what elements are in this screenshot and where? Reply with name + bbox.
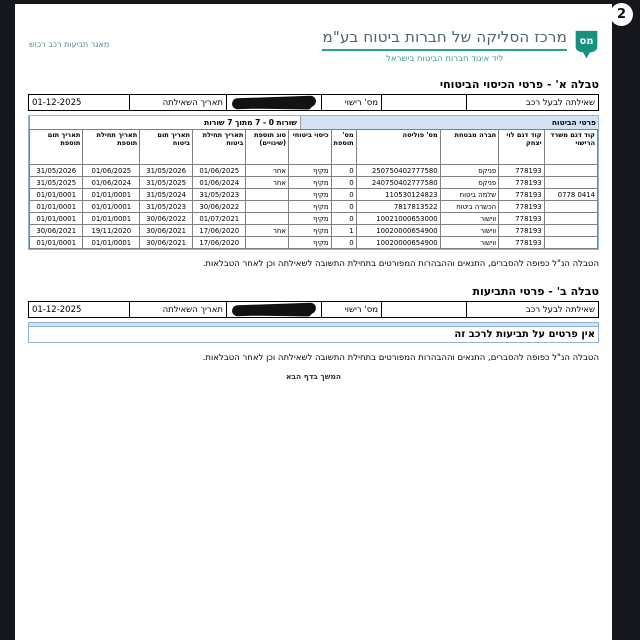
- table-cell: 01/06/2025: [83, 165, 140, 177]
- table-cell: 01/01/0001: [83, 189, 140, 201]
- column-header: תאריך תחילת ביטוח: [193, 130, 246, 165]
- table-cell: 19/11/2020: [83, 225, 140, 237]
- column-header: תאריך תום ביטוח: [140, 130, 193, 165]
- redaction-scribble: [232, 96, 316, 110]
- table-cell: פניקס: [440, 177, 499, 189]
- table-cell: 30/06/2021: [140, 237, 193, 249]
- table-a-query-row: [28, 94, 599, 111]
- table-cell: 31/05/2023: [140, 201, 193, 213]
- table-cell: 17/06/2020: [193, 225, 246, 237]
- table-cell: 30/06/2022: [140, 213, 193, 225]
- table-cell: [544, 201, 597, 213]
- column-header: קוד דגם משרד הרישוי: [544, 130, 597, 165]
- table-cell: 778193: [499, 189, 544, 201]
- table-cell: מקיף: [289, 189, 332, 201]
- query-date-label: תאריך השאילתה: [130, 301, 227, 318]
- query-date-value: 01-12-2025: [28, 94, 130, 111]
- table-cell: 778193: [499, 213, 544, 225]
- column-header: חברה מבטחת: [440, 130, 499, 165]
- maslaka-logo-icon: [574, 30, 599, 64]
- page-count-badge[interactable]: 2: [610, 3, 633, 26]
- table-cell: [544, 225, 597, 237]
- table-cell: 31/05/2025: [30, 177, 83, 189]
- column-header: תאריך תום תוספת: [30, 130, 83, 165]
- table-cell: ווישור: [440, 225, 499, 237]
- table-cell: ווישור: [440, 237, 499, 249]
- table-cell: 250750402777580: [356, 165, 440, 177]
- column-header: מס' תוספת: [331, 130, 356, 165]
- table-cell: 01/01/0001: [30, 213, 83, 225]
- table-cell: 0: [331, 213, 356, 225]
- column-header: קוד דגם לוי יצחק: [499, 130, 544, 165]
- table-row: [30, 237, 598, 249]
- table-cell: שלמה ביטוח: [440, 189, 499, 201]
- table-b-title: טבלה ב' - פרטי התביעות: [472, 285, 599, 298]
- insurance-details-band-label: פרטי הביטוח: [551, 118, 596, 127]
- table-cell: אחר: [246, 165, 289, 177]
- table-cell: 31/05/2023: [193, 189, 246, 201]
- table-cell: 10020000654900: [356, 225, 440, 237]
- table-cell: 01/06/2024: [83, 177, 140, 189]
- table-cell: [246, 201, 289, 213]
- table-cell: 240750402777580: [356, 177, 440, 189]
- org-subtitle: ליד איגוד חברות הביטוח בישראל: [386, 54, 504, 64]
- column-header: תאריך תחילת תוספת: [83, 130, 140, 165]
- table-cell: 1: [331, 225, 356, 237]
- database-name-label: מאגר תביעות רכב רכוש: [29, 40, 110, 49]
- table-cell: 01/06/2025: [193, 165, 246, 177]
- table-cell: 0778 0414: [544, 189, 597, 201]
- org-title: מרכז הסליקה של חברות ביטוח בע"מ: [322, 28, 567, 51]
- license-number-label: מס' רישוי: [322, 301, 382, 318]
- table-row: [30, 165, 598, 177]
- table-row: [30, 177, 598, 189]
- coverage-table: [29, 129, 598, 249]
- table-cell: 30/06/2021: [140, 225, 193, 237]
- table-cell: 110530124823: [356, 189, 440, 201]
- table-cell: 778193: [499, 177, 544, 189]
- table-cell: 01/01/0001: [30, 189, 83, 201]
- table-cell: מקיף: [289, 213, 332, 225]
- license-number-label: מס' רישוי: [322, 94, 382, 111]
- table-cell: ווישור: [440, 213, 499, 225]
- coverage-header-row: [30, 130, 598, 165]
- license-number-cell: [227, 301, 322, 318]
- table-cell: 30/06/2021: [30, 225, 83, 237]
- table-cell: 778193: [499, 201, 544, 213]
- table-cell: 01/01/0001: [83, 237, 140, 249]
- table-cell: 31/05/2025: [140, 177, 193, 189]
- table-cell: 31/05/2024: [140, 189, 193, 201]
- table-cell: פניקס: [440, 165, 499, 177]
- table-a-note: הטבלה הנ"ל כפופה להסברים, התנאים וההבהרות המפורטים בתחילת התשובה לשאילתה וכן לאחר הטבלאות.: [202, 259, 599, 269]
- table-cell: 0: [331, 237, 356, 249]
- table-cell: 01/07/2021: [193, 213, 246, 225]
- table-cell: 01/01/0001: [83, 201, 140, 213]
- column-header: מס' פוליסה: [356, 130, 440, 165]
- table-cell: 0: [331, 165, 356, 177]
- column-header: כיסוי ביטוחי: [289, 130, 332, 165]
- table-row: [30, 213, 598, 225]
- table-cell: מקיף: [289, 225, 332, 237]
- owner-query-label: שאילתה לבעל רכב: [467, 301, 599, 318]
- continued-next-page-label: המשך בדף הבא: [285, 372, 342, 381]
- table-cell: 778193: [499, 237, 544, 249]
- table-cell: מקיף: [289, 165, 332, 177]
- table-cell: 30/06/2022: [193, 201, 246, 213]
- table-row: [30, 201, 598, 213]
- table-cell: 7817813522: [356, 201, 440, 213]
- table-cell: 10020000654900: [356, 237, 440, 249]
- coverage-table-band: [29, 116, 598, 129]
- svg-text:מס: מס: [579, 36, 594, 48]
- no-claims-box: [28, 322, 599, 343]
- table-cell: [246, 189, 289, 201]
- owner-query-label: שאילתה לבעל רכב: [467, 94, 599, 111]
- table-cell: אחר: [246, 177, 289, 189]
- table-cell: 10021000653000: [356, 213, 440, 225]
- table-cell: [544, 237, 597, 249]
- table-cell: 0: [331, 201, 356, 213]
- table-cell: 0: [331, 189, 356, 201]
- table-cell: 01/01/0001: [83, 213, 140, 225]
- table-cell: 01/01/0001: [30, 237, 83, 249]
- table-cell: 31/05/2026: [30, 165, 83, 177]
- table-cell: 31/05/2026: [140, 165, 193, 177]
- table-cell: 778193: [499, 225, 544, 237]
- table-cell: מקיף: [289, 177, 332, 189]
- table-cell: [246, 237, 289, 249]
- redaction-scribble: [232, 303, 316, 317]
- table-cell: [544, 213, 597, 225]
- table-cell: [544, 165, 597, 177]
- column-header: סוג תוספת (שינויים): [246, 130, 289, 165]
- query-date-value: 01-12-2025: [28, 301, 130, 318]
- table-cell: מקיף: [289, 237, 332, 249]
- rows-count-label: שורות 0 - 7 מתוך 7 שורות: [29, 116, 301, 129]
- document-page: [15, 4, 612, 640]
- owner-id-cell: [382, 301, 467, 318]
- license-number-cell: [227, 94, 322, 111]
- table-cell: 778193: [499, 165, 544, 177]
- query-date-label: תאריך השאילתה: [130, 94, 227, 111]
- table-a-title: טבלה א' - פרטי הכיסוי הביטוחי: [439, 78, 599, 91]
- table-cell: 01/01/0001: [30, 201, 83, 213]
- table-cell: מקיף: [289, 201, 332, 213]
- coverage-table-wrap: [28, 115, 599, 250]
- table-b-note: הטבלה הנ"ל כפופה להסברים, התנאים וההבהרות המפורטים בתחילת התשובה לשאילתה וכן לאחר הטבלאות.: [202, 353, 599, 363]
- table-cell: 01/06/2024: [193, 177, 246, 189]
- table-b-query-row: [28, 301, 599, 318]
- table-cell: 0: [331, 177, 356, 189]
- owner-id-cell: [382, 94, 467, 111]
- table-cell: אחר: [246, 225, 289, 237]
- table-cell: הכשרה ביטוח: [440, 201, 499, 213]
- org-title-block: [322, 28, 567, 64]
- table-cell: 17/06/2020: [193, 237, 246, 249]
- document-header: [28, 28, 599, 64]
- table-cell: [246, 213, 289, 225]
- no-claims-message: אין פרטים על תביעות לרכב זה: [454, 329, 595, 340]
- table-row: [30, 189, 598, 201]
- table-row: [30, 225, 598, 237]
- table-cell: [544, 177, 597, 189]
